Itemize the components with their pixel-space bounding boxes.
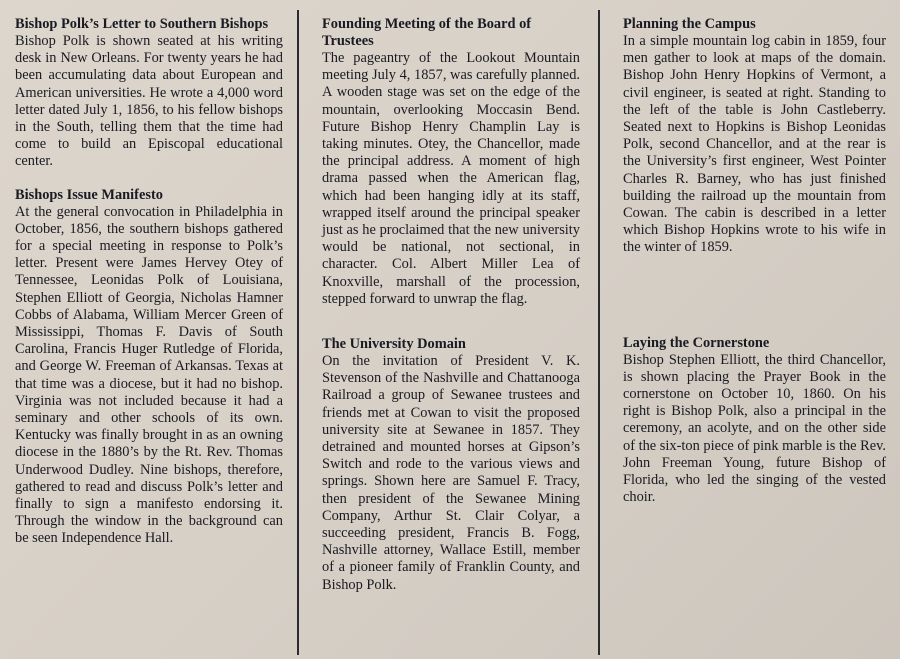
column-2 — [322, 16, 580, 653]
section-heading: Laying the Cornerstone — [623, 334, 770, 351]
section-body: At the general convocation in Philadelphia in October, 1856, the southern bishops gathered for a special meeting in response to Polk’s letter. Present were James Hervey Otey of Tennessee, Leonidas Polk of Louisiana, Stephen Elliott of Georgia, Nicholas Hamner Cobbs of Alabama, William Mercer Green of Mississippi, Thomas F. Davis of South Carolina, Francis Huger Rutledge of Florida, and George W. Freeman of Arkansas. Texas at that time was a diocese, but it had no bishop. Virginia was not included because it had a seminary and other schools of its own. Kentucky was finally brought in as an owning diocese in the 1880’s by the Rt. Rev. Thomas Underwood Dudley. Nine bishops, therefore, gathered to read and discuss Polk’s letter and finally to sign a manifesto endorsing it. Through the window in the background can be seen Independence Hall. — [15, 203, 283, 547]
column-3 — [623, 16, 886, 653]
column-divider — [297, 10, 299, 655]
section-cornerstone — [623, 335, 886, 507]
column-divider — [598, 10, 600, 655]
section-founding-meeting — [322, 16, 580, 308]
section-heading: The University Domain — [322, 336, 466, 353]
column-1 — [15, 16, 283, 653]
section-body: The pageantry of the Lookout Mountain meeting July 4, 1857, was carefully planned. A wooden stage was set on the edge of the mountain, overlooking Moccasin Bend. Future Bishop Henry Champlin Lay is taking minutes. Otey, the Chancellor, made the principal address. A moment of high drama passed when the American flag, which had been hanging idly at its staff, wrapped itself around the principal speaker just as he proclaimed that the new university would be national, not sectional, in character. Col. Albert Miller Lea of Knoxville, marshall of the procession, stepped forward to unwrap the flag. — [322, 50, 580, 307]
section-body: Bishop Stephen Elliott, the third Chancellor, is shown placing the Prayer Book in the cornerstone on October 10, 1860. On his right is Bishop Polk, also a principal in the ceremony, an acolyte, and on the other side of the six-ton piece of pink marble is the Rev. John Freeman Young, future Bishop of Florida, who led the singing of the vested choir. — [623, 351, 886, 506]
section-manifesto — [15, 187, 283, 548]
section-university-domain — [322, 336, 580, 594]
section-heading: Planning the Campus — [623, 16, 756, 32]
section-planning-campus — [623, 16, 886, 257]
section-heading: Founding Meeting of the Board of Trustees — [322, 16, 532, 49]
section-body: Bishop Polk is shown seated at his writing desk in New Orleans. For twenty years he had been accumulating data about European and American universities. He wrote a 4,000 word letter dated July 1, 1856, to his fellow bishops in the South, telling them that the time had come to build an Episcopal educational center. — [15, 33, 283, 170]
section-body: In a simple mountain log cabin in 1859, four men gather to look at maps of the domain. Bishop John Henry Hopkins of Vermont, a civil engineer, is seated at right. Standing to the left of the table is John Castleberry. Seated next to Hopkins is Bishop Leonidas Polk, second Chancellor, and at the rear is the University’s first engineer, West Pointer Charles R. Barney, who has just finished building the railroad up the mountain from Cowan. The cabin is described in a letter which Bishop Hopkins wrote to his wife in the winter of 1859. — [623, 33, 886, 256]
section-body: On the invitation of President V. K. Stevenson of the Nashville and Chattanooga Railroad a group of Sewanee trustees and friends met at Cowan to visit the proposed university site at Sewanee in 1857. They detrained and mounted horses at Gipson’s Switch and rode to the various views and springs. Shown here are Samuel F. Tracy, then president of the Sewanee Mining Company, Arthur St. Clair Colyar, a succeeding president, Francis B. Fogg, Nashville attorney, Wallace Estill, member of a pioneer family of Franklin County, and Bishop Polk. — [322, 353, 580, 593]
section-heading: Bishops Issue Manifesto — [15, 186, 163, 203]
section-heading: Bishop Polk’s Letter to Southern Bishops — [15, 16, 269, 32]
section-polk-letter — [15, 16, 283, 171]
